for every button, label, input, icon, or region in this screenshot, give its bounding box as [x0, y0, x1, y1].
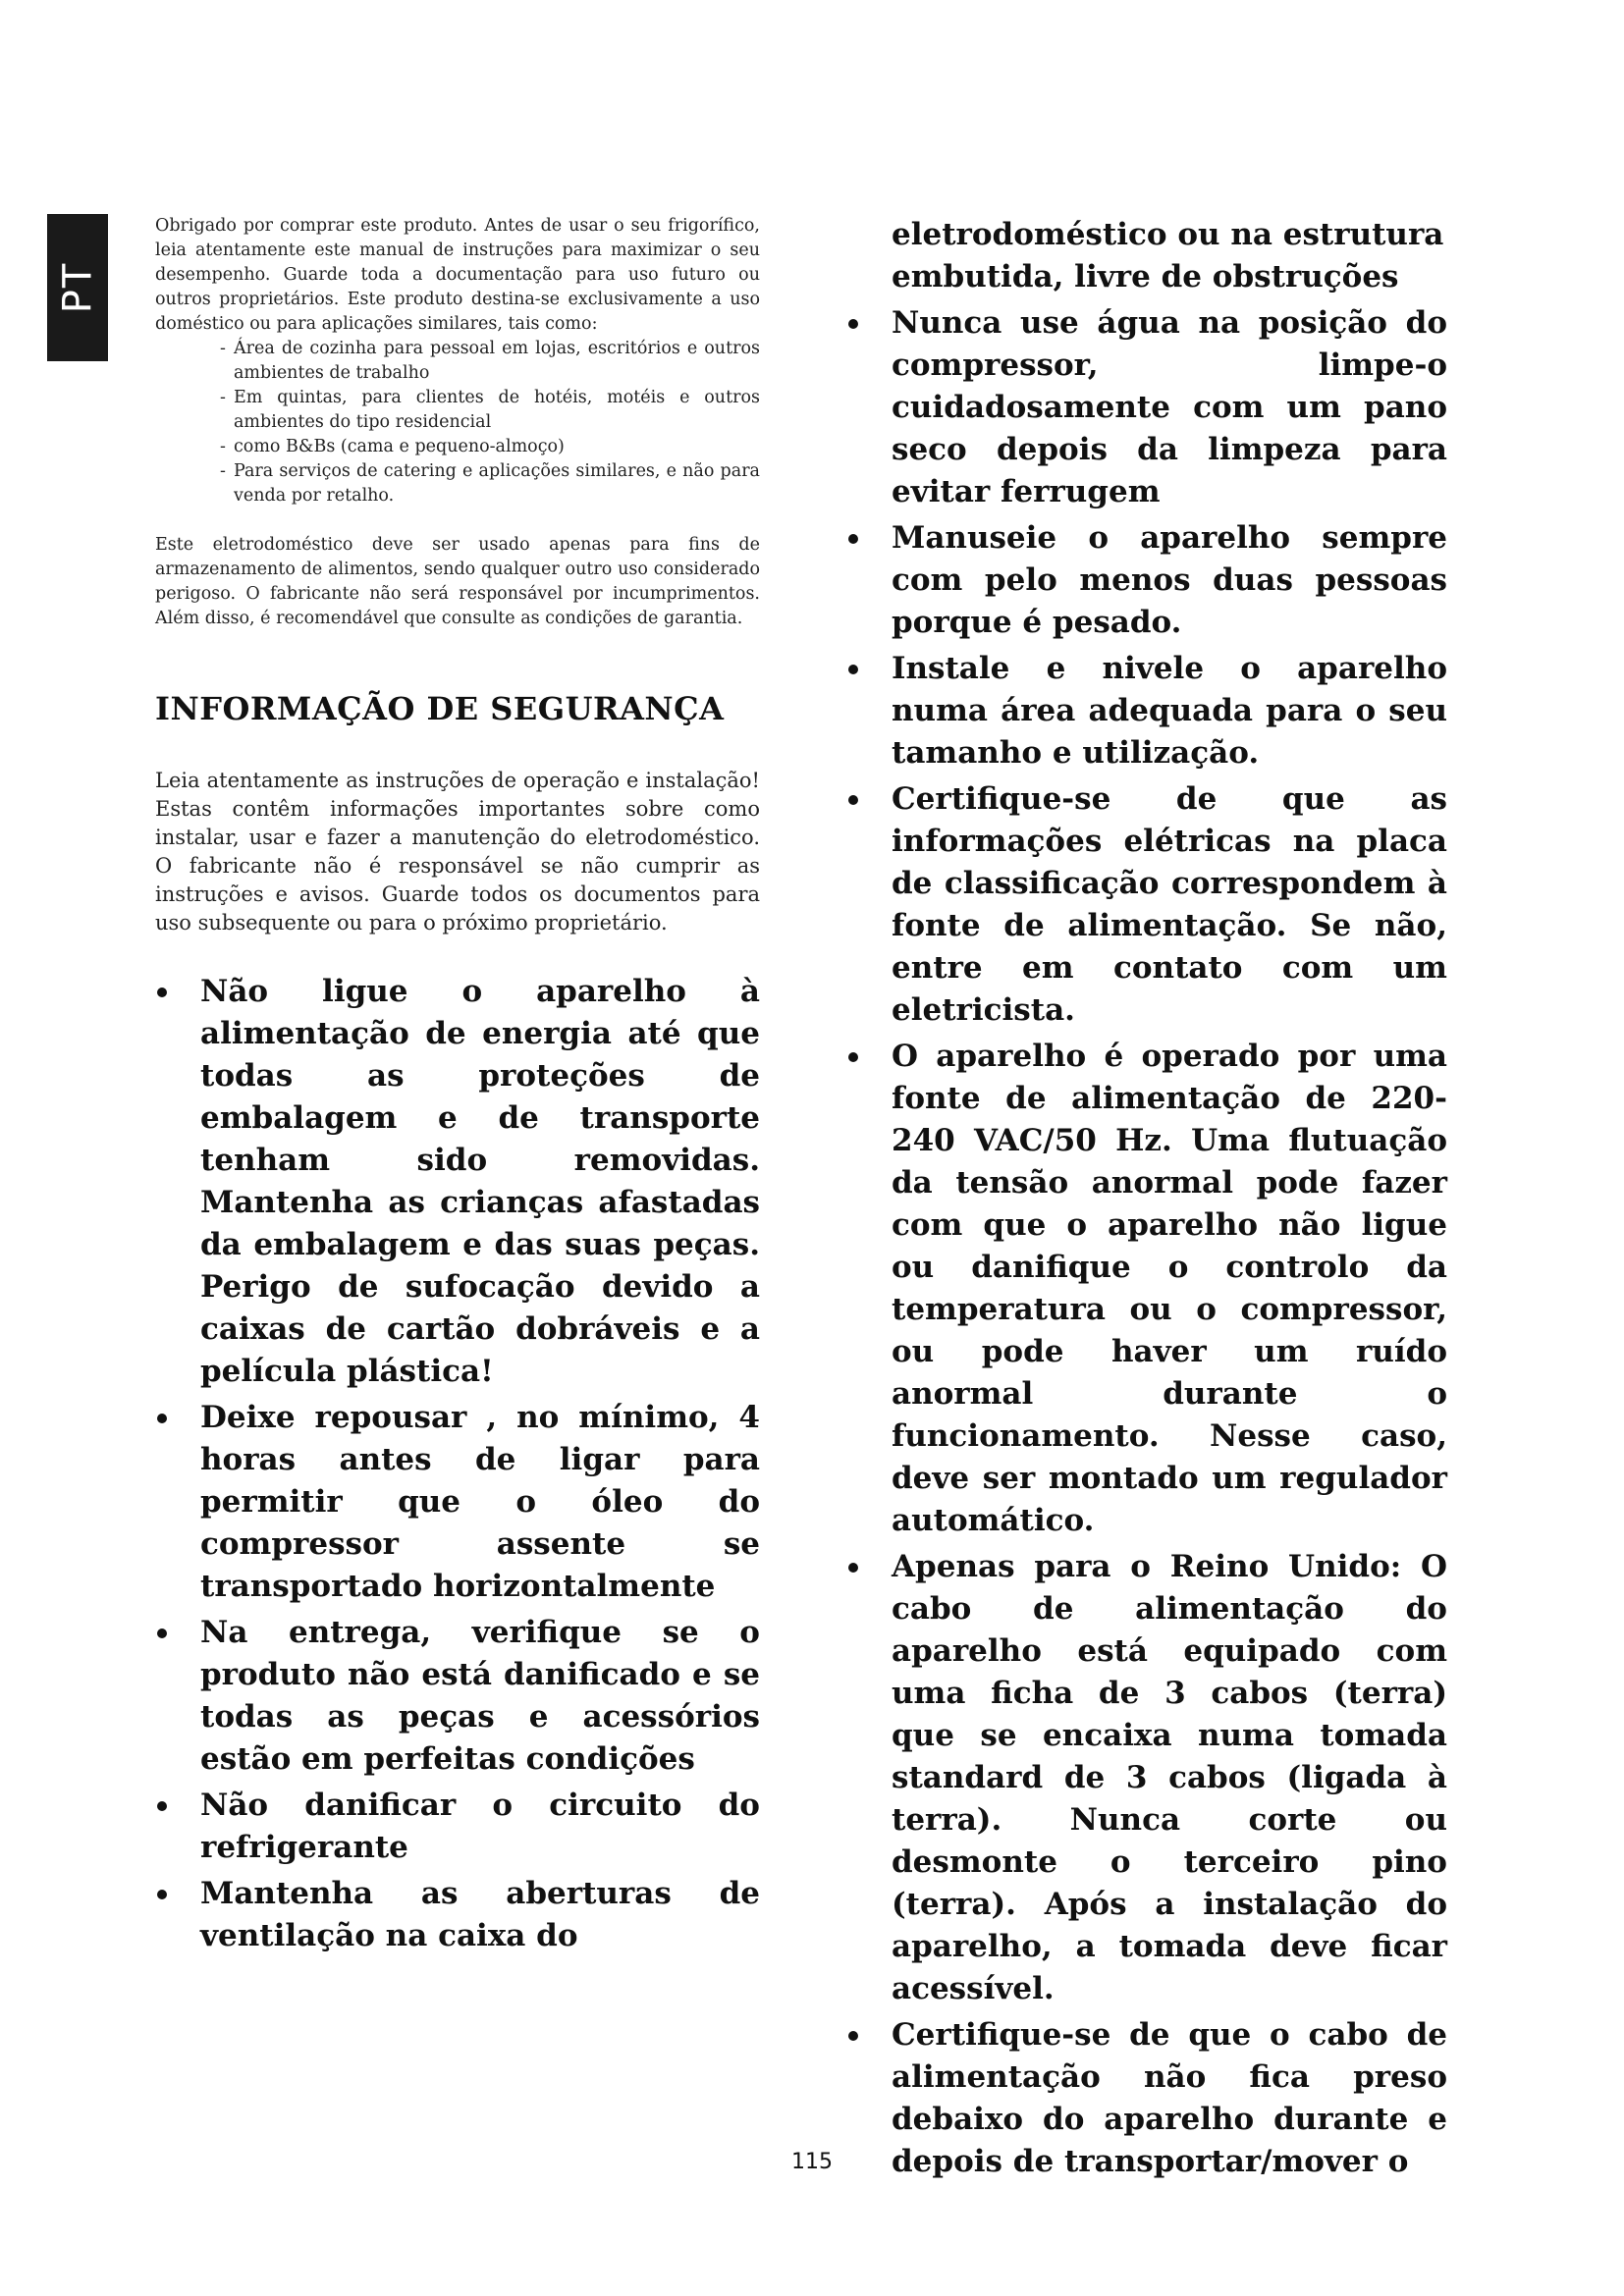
bullet-icon: [848, 2031, 858, 2041]
intro-block: [155, 214, 760, 508]
safety-item: Mantenha as aberturas de ventilação na caixa do: [155, 1873, 760, 1957]
safety-item: Certifique-se de que o cabo de alimentação não fica preso debaixo do aparelho durante e depois de transportar/mover o: [846, 2014, 1447, 2183]
safety-item: Certifique-se de que as informações elétricas na placa de classificação correspondem à fonte de alimentação. Se não, entre em contato com um eletricista.: [846, 778, 1447, 1032]
bullet-continuation: eletrodoméstico ou na estrutura embutida, livre de obstruções: [892, 217, 1444, 294]
safety-item: Não danificar o circuito do refrigerante: [155, 1785, 760, 1869]
safety-lead-paragraph: Leia atentamente as instruções de operação e instalação! Estas contêm informações importantes sobre como instalar, usar e fazer a manutenção do eletrodoméstico. O fabricante não é responsável se não cumprir as instruções e avisos. Guarde todos os documentos para uso subsequente ou para o próximo proprietário.: [155, 769, 760, 934]
bullet-icon: [848, 1052, 858, 1062]
intro-paragraph-2: Este eletrodoméstico deve ser usado apenas para fins de armazenamento de alimentos, sendo qualquer outro uso considerado perigoso. O fabricante não será responsável por incumprimentos. Além disso, é recomendável que consulte as condições de garantia.: [155, 535, 760, 628]
safety-item: Apenas para o Reino Unido: O cabo de alimentação do aparelho está equipado com uma ficha de 3 cabos (terra) que se encaixa numa tomada standard de 3 cabos (ligada à terra). Nunca corte ou desmonte o terceiro pino (terra). Após a instalação do aparelho, a tomada deve ficar acessível.: [846, 1546, 1447, 2010]
safety-item: Não ligue o aparelho à alimentação de energia até que todas as proteções de embalagem e de transporte tenham sido removidas. Mantenha as crianças afastadas da embalagem e das suas peças. Perigo de sufocação devido a caixas de cartão dobráveis e a película plástica!: [155, 971, 760, 1393]
safety-item: Nunca use água na posição do compressor, limpe-o cuidadosamente com um pano seco depois da limpeza para evitar ferrugem: [846, 302, 1447, 513]
bullet-icon: [848, 665, 858, 674]
bullet-icon: [157, 988, 167, 997]
bullet-icon: [848, 795, 858, 805]
intended-uses-list: [155, 337, 760, 508]
safety-item: Na entrega, verifique se o produto não está danificado e se todas as peças e acessórios estão em perfeitas condições: [155, 1612, 760, 1781]
safety-item: Manuseie o aparelho sempre com pelo menos duas pessoas porque é pesado.: [846, 517, 1447, 644]
page-number: 115: [791, 2150, 833, 2174]
intro-paragraph: Obrigado por comprar este produto. Antes de usar o seu frigorífico, leia atentamente este manual de instruções para maximizar o seu desempenho. Guarde toda a documentação para uso futuro ou outros proprietários. Este produto destina-se exclusivamente a uso doméstico ou para aplicações similares, tais como:: [155, 216, 760, 334]
language-code: PT: [55, 261, 100, 314]
use-item: - Em quintas, para clientes de hotéis, motéis e outros ambientes do tipo residencial: [234, 386, 760, 435]
language-tab: [47, 214, 108, 361]
left-safety-list: [155, 971, 760, 1957]
right-column: [846, 214, 1447, 2187]
bullet-icon: [848, 319, 858, 329]
bullet-icon: [848, 534, 858, 544]
left-column: [155, 214, 760, 1961]
bullet-icon: [157, 1801, 167, 1811]
right-safety-list: [846, 302, 1447, 2183]
use-item: - Para serviços de catering e aplicações similares, e não para venda por retalho.: [234, 459, 760, 508]
safety-item: Instale e nivele o aparelho numa área adequada para o seu tamanho e utilização.: [846, 648, 1447, 774]
bullet-icon: [157, 1629, 167, 1638]
bullet-icon: [848, 1563, 858, 1573]
use-item: - Área de cozinha para pessoal em lojas, escritórios e outros ambientes de trabalho: [234, 337, 760, 386]
safety-item: O aparelho é operado por uma fonte de alimentação de 220-240 VAC/50 Hz. Uma flutuação da tensão anormal pode fazer com que o aparelho não ligue ou danifique o controlo da temperatura ou o compressor, ou pode haver um ruído anormal durante o funcionamento. Nesse caso, deve ser montado um regulador automático.: [846, 1036, 1447, 1542]
bullet-icon: [157, 1890, 167, 1899]
safety-item: Deixe repousar , no mínimo, 4 horas antes de ligar para permitir que o óleo do compressor assente se transportado horizontalmente: [155, 1397, 760, 1608]
use-item: - como B&Bs (cama e pequeno-almoço): [234, 435, 760, 459]
section-title: INFORMAÇÃO DE SEGURANÇA: [155, 690, 725, 727]
bullet-icon: [157, 1414, 167, 1423]
